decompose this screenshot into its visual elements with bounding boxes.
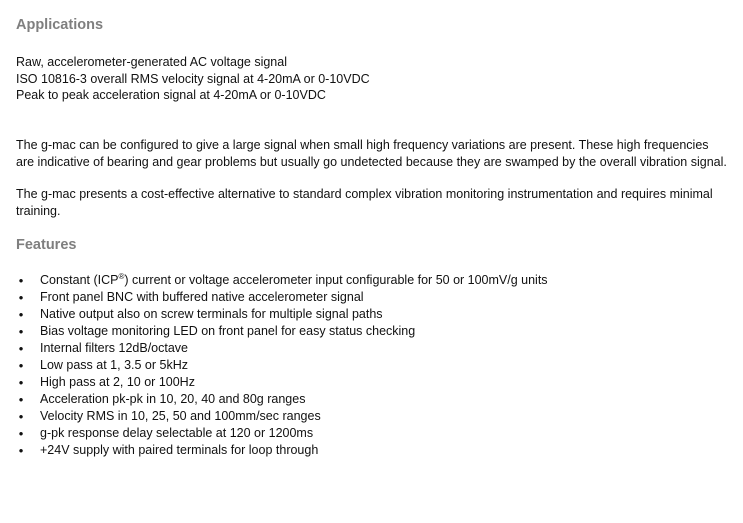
bullet-icon: • xyxy=(18,307,24,322)
applications-list xyxy=(16,54,370,104)
feature-item xyxy=(16,425,548,442)
feature-text: High pass at 2, 10 or 100Hz xyxy=(40,375,195,389)
feature-text: Acceleration pk-pk in 10, 20, 40 and 80g ranges xyxy=(40,392,306,406)
feature-item xyxy=(16,289,548,306)
application-item: ISO 10816-3 overall RMS velocity signal at 4-20mA or 0-10VDC xyxy=(16,71,370,86)
bullet-icon: • xyxy=(18,392,24,407)
bullet-icon: • xyxy=(18,290,24,305)
bullet-icon: • xyxy=(18,341,24,356)
application-item: Peak to peak acceleration signal at 4-20mA or 0-10VDC xyxy=(16,88,326,102)
applications-heading: Applications xyxy=(16,17,104,33)
feature-text: +24V supply with paired terminals for loop through xyxy=(40,443,319,457)
features-heading: Features xyxy=(16,237,77,253)
feature-text: Velocity RMS in 10, 25, 50 and 100mm/sec ranges xyxy=(40,409,321,423)
feature-text: Bias voltage monitoring LED on front panel for easy status checking xyxy=(40,324,416,338)
bullet-icon: • xyxy=(18,375,24,390)
feature-text: Front panel BNC with buffered native accelerometer signal xyxy=(40,290,364,304)
feature-item xyxy=(16,306,548,323)
bullet-icon: • xyxy=(18,358,24,373)
feature-item xyxy=(16,340,548,357)
application-item: Raw, accelerometer-generated AC voltage signal xyxy=(16,55,287,69)
description-paragraph-2: The g-mac presents a cost-effective alternative to standard complex vibration monitoring instrumentation and requires minimal training. xyxy=(16,187,713,218)
bullet-icon: • xyxy=(18,273,24,288)
feature-text: Native output also on screw terminals for multiple signal paths xyxy=(40,307,383,321)
bullet-icon: • xyxy=(18,443,24,458)
feature-item xyxy=(16,408,548,425)
bullet-icon: • xyxy=(18,324,24,339)
feature-item xyxy=(16,323,548,340)
feature-text-before: Constant (ICP xyxy=(40,273,119,287)
features-list xyxy=(16,272,548,459)
feature-item xyxy=(16,357,548,374)
feature-text: Low pass at 1, 3.5 or 5kHz xyxy=(40,358,188,372)
feature-item xyxy=(16,272,548,289)
feature-text: Internal filters 12dB/octave xyxy=(40,341,188,355)
feature-item xyxy=(16,374,548,391)
bullet-icon: • xyxy=(18,409,24,424)
feature-text-after: ) current or voltage accelerometer input configurable for 50 or 100mV/g units xyxy=(124,273,548,287)
registered-mark: ® xyxy=(118,271,125,281)
description-paragraph-1: The g-mac can be configured to give a large signal when small high frequency variations are present. These high frequencies are indicative of bearing and gear problems but usually go undetected because they are swamped by the overall vibration signal. xyxy=(16,138,727,169)
feature-item xyxy=(16,442,548,459)
feature-item xyxy=(16,391,548,408)
feature-text: g-pk response delay selectable at 120 or 1200ms xyxy=(40,426,314,440)
bullet-icon: • xyxy=(18,426,24,441)
